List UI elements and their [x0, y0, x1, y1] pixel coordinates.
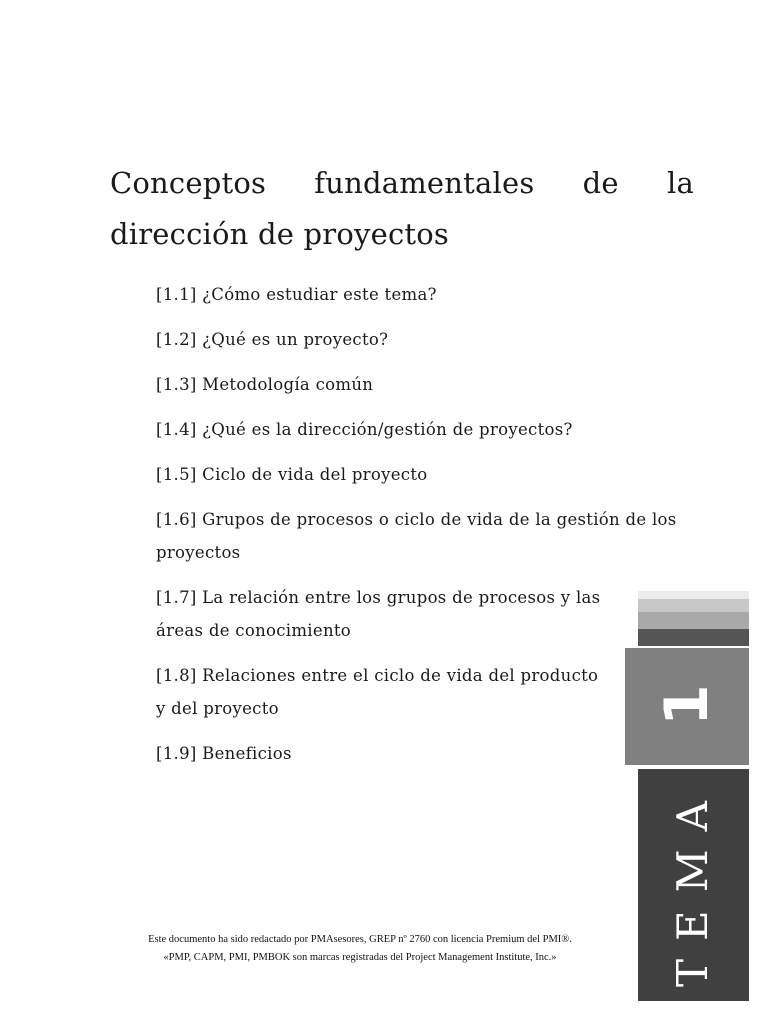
title-word: fundamentales — [314, 166, 535, 200]
toc-item-line: proyectos — [156, 543, 241, 562]
footer-line-1: Este documento ha sido redactado por PMAsesores, GREP nº 2760 con licencia Premium del PMI®. — [148, 934, 572, 945]
toc-item — [156, 323, 388, 356]
toc-item — [156, 659, 598, 725]
toc-item-line: [1.9] Beneficios — [156, 744, 292, 763]
chapter-label-box — [638, 769, 749, 1001]
title-line-1 — [110, 158, 694, 209]
title-word: Conceptos — [110, 166, 267, 200]
toc-item — [156, 368, 373, 401]
toc-item — [156, 503, 677, 569]
toc-item — [156, 278, 437, 311]
toc-item — [156, 581, 600, 647]
stripe-4 — [638, 629, 749, 646]
toc-item-line: [1.7] La relación entre los grupos de procesos y las — [156, 588, 601, 607]
title-word: de — [582, 166, 619, 200]
footer-line-2: «PMP, CAPM, PMI, PMBOK son marcas registradas del Project Management Institute, Inc.» — [163, 952, 557, 963]
toc-item-line: [1.5] Ciclo de vida del proyecto — [156, 465, 428, 484]
toc-item-line: [1.2] ¿Qué es un proyecto? — [156, 330, 389, 349]
stripe-3 — [638, 612, 749, 629]
toc-item-line: [1.6] Grupos de procesos o ciclo de vida de la gestión de los — [156, 510, 677, 529]
toc-item — [156, 458, 428, 491]
toc-item — [156, 413, 573, 446]
toc-item-line: [1.8] Relaciones entre el ciclo de vida del producto — [156, 666, 599, 685]
toc-item — [156, 737, 292, 770]
stripe-2 — [638, 599, 749, 612]
title-word: la — [667, 166, 694, 200]
chapter-tab — [625, 0, 750, 1024]
toc-item-line: [1.4] ¿Qué es la dirección/gestión de proyectos? — [156, 420, 573, 439]
chapter-number: 1 — [652, 684, 722, 726]
toc-item-line: áreas de conocimiento — [156, 621, 352, 640]
toc-item-line: [1.3] Metodología común — [156, 375, 374, 394]
title-line-2: dirección de proyectos — [110, 217, 449, 251]
page-title — [110, 158, 694, 260]
stripe-1 — [638, 591, 749, 599]
chapter-number-box — [625, 648, 749, 765]
toc-item-line: y del proyecto — [156, 699, 279, 718]
chapter-label: TEMA — [668, 783, 717, 988]
toc-item-line: [1.1] ¿Cómo estudiar este tema? — [156, 285, 437, 304]
